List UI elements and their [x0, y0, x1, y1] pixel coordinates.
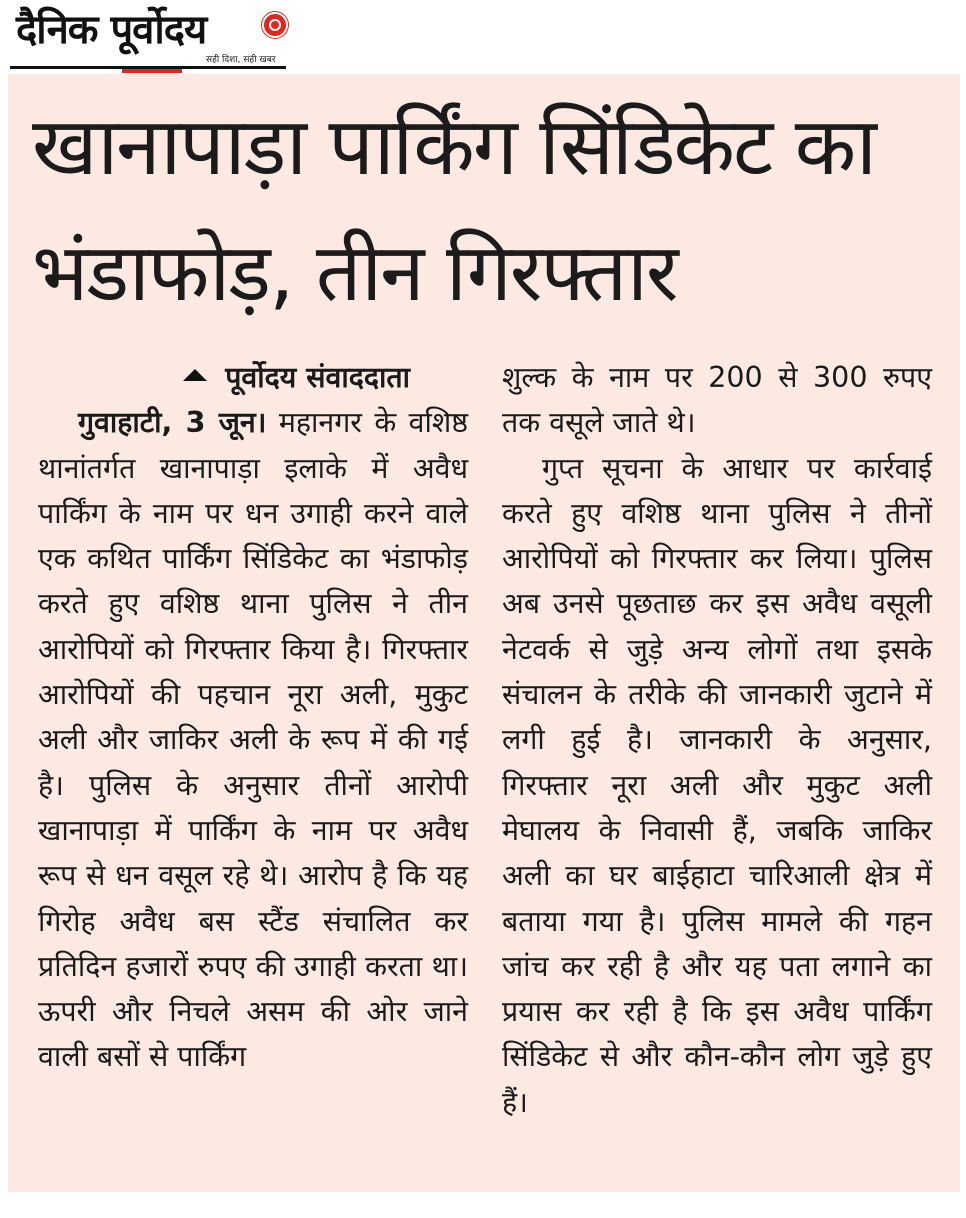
- byline-triangle-icon: [183, 369, 207, 381]
- masthead-tagline: सही दिशा, सही खबर: [206, 55, 276, 65]
- byline-text: पूर्वोदय संवाददाता: [225, 361, 410, 394]
- headline: खानापाड़ा पार्किंग सिंडिकेट का भंडाफोड़, तीन गिरफ्तार: [32, 100, 875, 319]
- article-column-left: [38, 355, 468, 1080]
- logo-emblem-icon: [262, 12, 288, 38]
- newspaper-logo: दैनिक पूर्वोदय: [16, 7, 207, 53]
- body-paragraph-1: महानगर के वशिष्ठ थानांतर्गत खानापाड़ा इलाके में अवैध पार्किंग के नाम पर धन उगाही करने वाले एक कथित पार्किंग सिंडिकेट का भंडाफोड़ करते हुए वशिष्ठ थाना पुलिस ने तीन आरोपियों को गिरफ्तार किया है। गिरफ्तार आरोपियों की पहचान नूरा अली, मुकुट अली और जाकिर अली के रूप में की गई है। पुलिस के अनुसार तीनों आरोपी खानापाड़ा में पार्किंग के नाम पर अवैध रूप से धन वसूल रहे थे। आरोप है कि यह गिरोह अवैध बस स्टैंड संचालित कर प्रतिदिन हजारों रुपए की उगाही करता था। ऊपरी और निचले असम की ओर जाने वाली बसों से पार्किंग: [38, 406, 468, 1074]
- masthead: [10, 0, 286, 72]
- body-paragraph-1-continued: शुल्क के नाम पर 200 से 300 रुपए तक वसूले जाते थे।: [502, 361, 932, 440]
- masthead-red-strip: [122, 69, 182, 73]
- byline: [38, 355, 468, 400]
- dateline: गुवाहाटी, 3 जून।: [78, 406, 267, 440]
- body-paragraph-2: गुप्त सूचना के आधार पर कार्रवाई करते हुए वशिष्ठ थाना पुलिस ने तीनों आरोपियों को गिरफ्तार कर लिया। पुलिस अब उनसे पूछताछ कर इस अवैध वसूली नेटवर्क से जुड़े अन्य लोगों तथा इसके संचालन के तरीके की जानकारी जुटाने में लगी हुई है। जानकारी के अनुसार, गिरफ्तार नूरा अली और मुकुट अली मेघालय के निवासी हैं, जबकि जाकिर अली का घर बाईहाटा चारिआली क्षेत्र में बताया गया है। पुलिस मामले की गहन जांच कर रही है और यह पता लगाने का प्रयास कर रही है कि इस अवैध पार्किंग सिंडिकेट से और कौन-कौन लोग जुड़े हुए हैं।: [502, 451, 932, 1119]
- article-column-right: [502, 355, 932, 1125]
